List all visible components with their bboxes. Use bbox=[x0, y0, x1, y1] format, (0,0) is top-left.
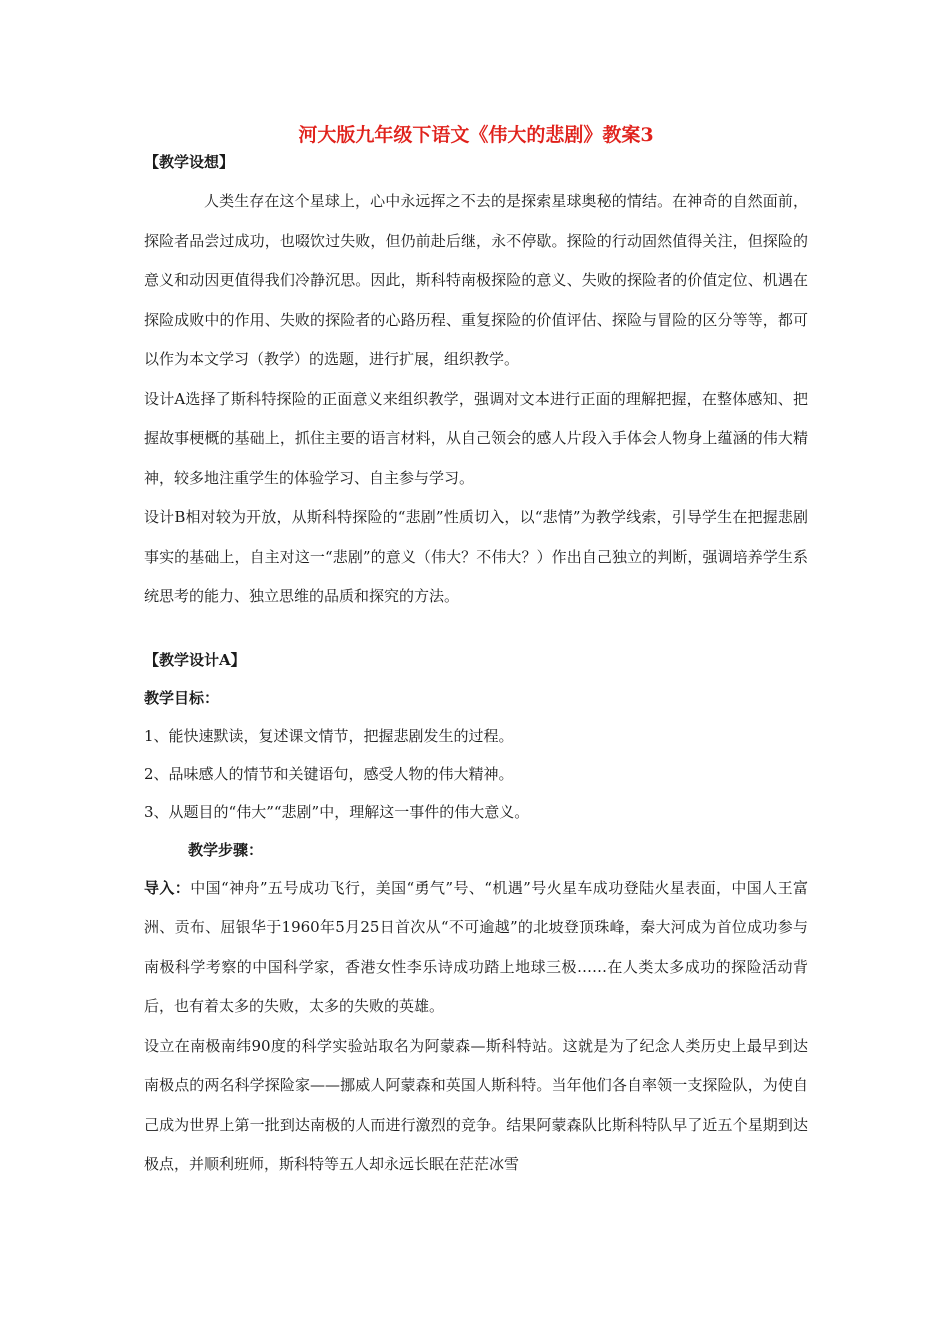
design-thought-paragraph-2: 设计A选择了斯科特探险的正面意义来组织教学，强调对文本进行正面的理解把握，在整体感知、把握故事梗概的基础上，抓住主要的语言材料，从自己领会的感人片段入手体会人物身上蕴涵的伟大精神，较多地注重学生的体验学习、自主参与学习。 bbox=[144, 389, 808, 487]
intro-text: 中国“神舟”五号成功飞行，美国“勇气”号、“机遇”号火星车成功登陆火星表面，中国人王富洲、贡布、屈银华于1960年5月25日首次从“不可逾越”的北坡登顶珠峰，秦大河成为首位成功参与南极科学考察的中国科学家，香港女性李乐诗成功踏上地球三极……在人类太多成功的探险活动背后，也有着太多的失败，太多的失败的英雄。 bbox=[144, 878, 808, 1015]
steps-label: 教学步骤： bbox=[188, 840, 264, 859]
design-thought-heading: 【教学设想】 bbox=[144, 153, 235, 171]
goal-item-2: 2、品味感人的情节和关键语句，感受人物的伟大精神。 bbox=[144, 764, 514, 783]
goal-item-1: 1、能快速默读，复述课文情节，把握悲剧发生的过程。 bbox=[144, 726, 514, 745]
section-spacer bbox=[144, 617, 808, 641]
intro-paragraph bbox=[144, 869, 808, 1027]
document-title: 河大版九年级下语文《伟大的悲剧》教案3 bbox=[298, 124, 654, 146]
design-a-heading: 【教学设计A】 bbox=[144, 650, 246, 669]
design-thought-paragraph-3: 设计B相对较为开放，从斯科特探险的“悲剧”性质切入，以“悲情”为教学线索，引导学生在把握悲剧事实的基础上，自主对这一“悲剧”的意义（伟大？不伟大？）作出自己独立的判断，强调培养学生系统思考的能力、独立思维的品质和探究的方法。 bbox=[144, 508, 808, 605]
intro-label: 导入： bbox=[144, 878, 191, 897]
document-page bbox=[144, 120, 808, 1185]
goals-label: 教学目标： bbox=[144, 688, 220, 707]
design-thought-paragraph-1: 人类生存在这个星球上，心中永远挥之不去的是探索星球奥秘的情结。在神奇的自然面前，探险者品尝过成功，也啜饮过失败，但仍前赴后继，永不停歇。探险的行动固然值得关注，但探险的意义和动因更值得我们冷静沉思。因此，斯科特南极探险的意义、失败的探险者的价值定位、机遇在探险成败中的作用、失败的探险者的心路历程、重复探险的价值评估、探险与冒险的区分等等，都可以作为本文学习（教学）的选题，进行扩展，组织教学。 bbox=[144, 192, 808, 368]
goal-item-3: 3、从题目的“伟大”“悲剧”中，理解这一事件的伟大意义。 bbox=[144, 802, 530, 821]
station-paragraph: 设立在南极南纬90度的科学实验站取名为阿蒙森—斯科特站。这就是为了纪念人类历史上最早到达南极点的两名科学探险家——挪威人阿蒙森和英国人斯科特。当年他们各自率领一支探险队，为使自己成为世界上第一批到达南极的人而进行激烈的竞争。结果阿蒙森队比斯科特队早了近五个星期到达极点，并顺利班师，斯科特等五人却永远长眠在茫茫冰雪 bbox=[144, 1036, 808, 1173]
